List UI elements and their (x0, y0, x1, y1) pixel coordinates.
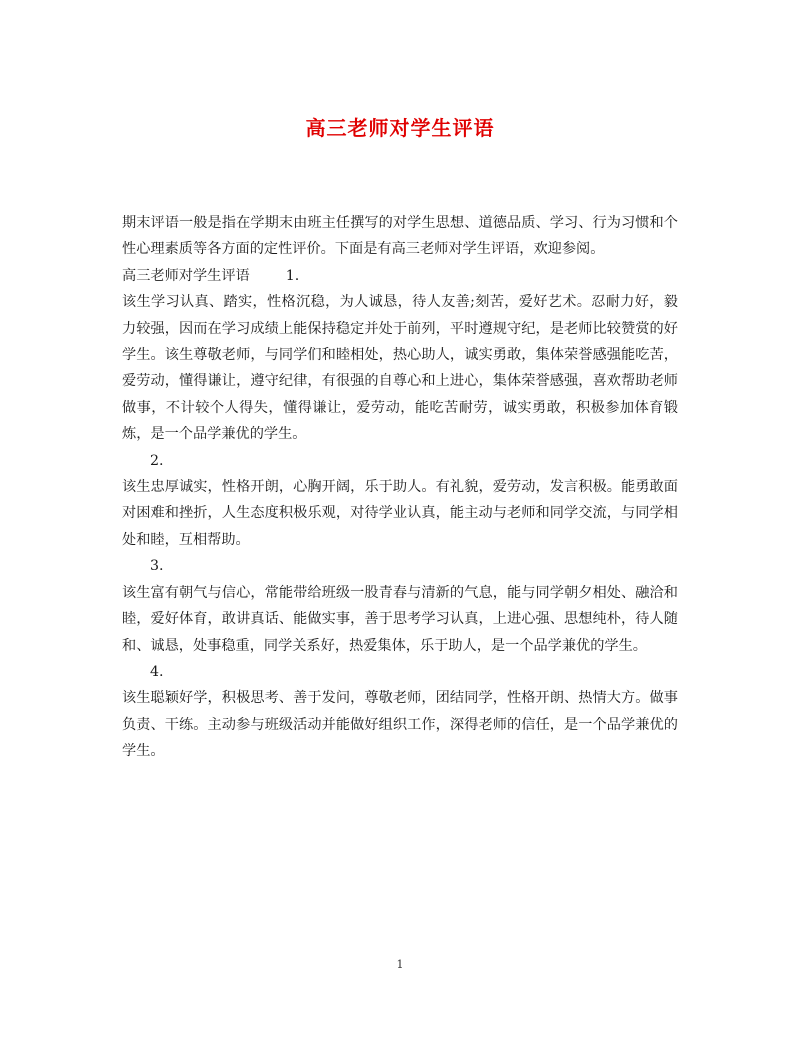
intro-paragraph: 期末评语一般是指在学期末由班主任撰写的对学生思想、道德品质、学习、行为习惯和个性心理素质等各方面的定性评价。下面是有高三老师对学生评语，欢迎参阅。 (122, 215, 678, 258)
item-number-4: 4. (150, 663, 164, 680)
document-body (122, 210, 678, 765)
item-text-1: 该生学习认真、踏实，性格沉稳，为人诚恳，待人友善;刻苦，爱好艺术。忍耐力好，毅力较强，因而在学习成绩上能保持稳定并处于前列，平时遵规守纪，是老师比较赞赏的好学生。该生尊敬老师，与同学们和睦相处，热心助人，诚实勇敢，集体荣誉感强能吃苦，爱劳动，懂得谦让，遵守纪律，有很强的自尊心和上进心，集体荣誉感强，喜欢帮助老师做事，不计较个人得失，懂得谦让，爱劳动，能吃苦耐劳，诚实勇敢，积极参加体育锻炼，是一个品学兼优的学生。 (122, 294, 678, 443)
item-number-2: 2. (150, 452, 164, 469)
item-text-4: 该生聪颖好学，积极思考、善于发问，尊敬老师，团结同学，性格开朗、热情大方。做事负责、干练。主动参与班级活动并能做好组织工作，深得老师的信任，是一个品学兼优的学生。 (122, 690, 678, 760)
section-heading-line (122, 263, 678, 289)
section-heading: 高三老师对学生评语 (122, 267, 250, 284)
item-number-1: 1. (285, 267, 300, 284)
page-number: 1 (396, 958, 404, 971)
page-title: 高三老师对学生评语 (305, 116, 495, 140)
item-number-3: 3. (150, 558, 164, 575)
item-text-3: 该生富有朝气与信心，常能带给班级一股青春与清新的气息，能与同学朝夕相处、融洽和睦，爱好体育，敢讲真话、能做实事，善于思考学习认真，上进心强、思想纯朴，待人随和、诚恳，处事稳重，同学关系好，热爱集体，乐于助人，是一个品学兼优的学生。 (122, 584, 678, 654)
item-text-2: 该生忠厚诚实，性格开朗，心胸开阔，乐于助人。有礼貌，爱劳动，发言积极。能勇敢面对困难和挫折，人生态度积极乐观，对待学业认真，能主动与老师和同学交流，与同学相处和睦，互相帮助。 (122, 479, 678, 548)
